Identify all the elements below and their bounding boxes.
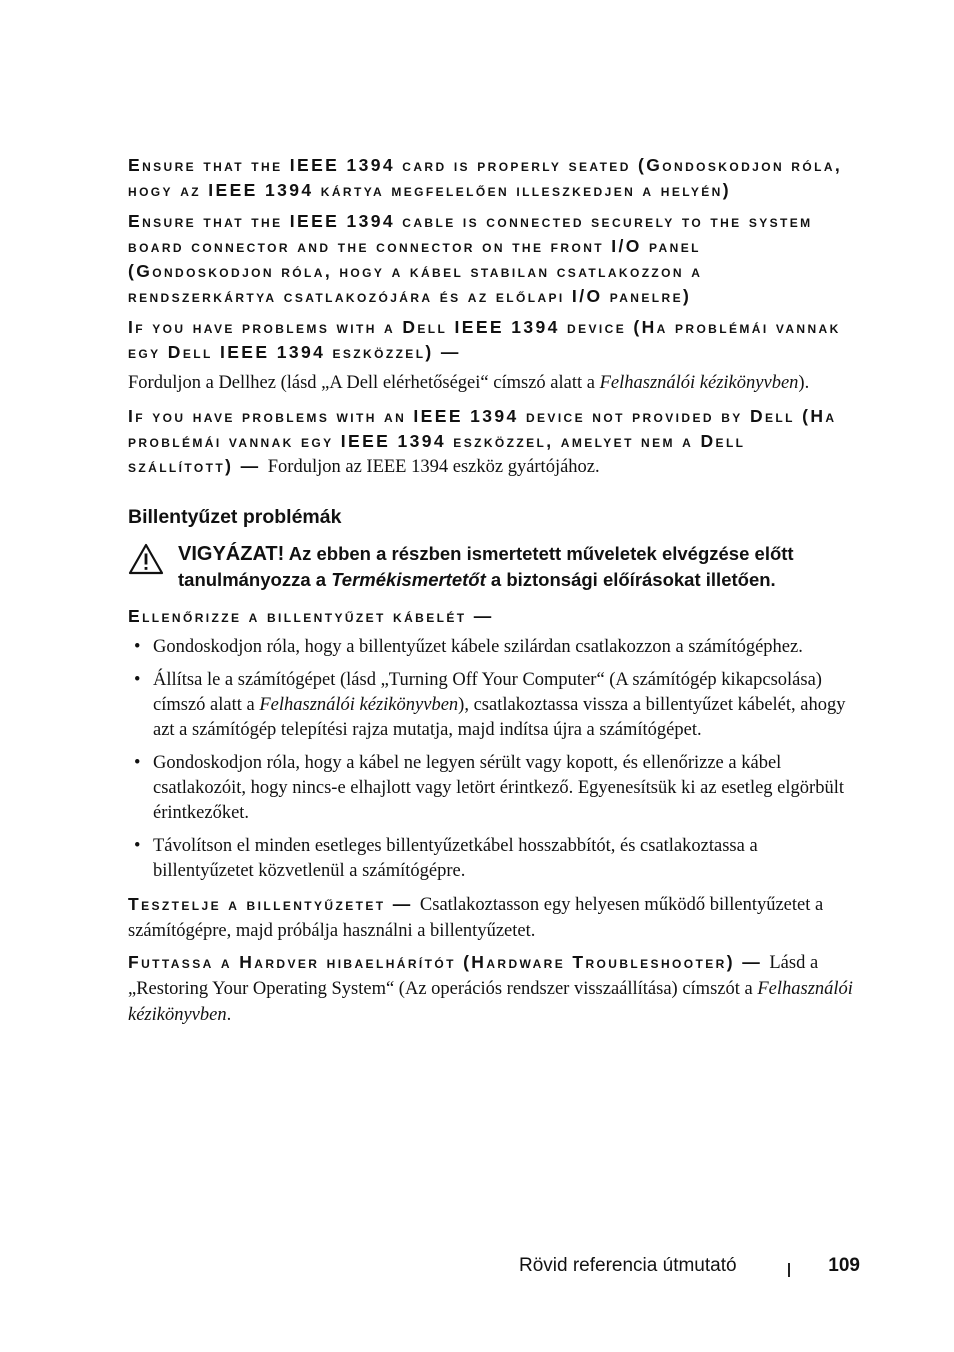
ieee-cable-heading: Ensure that the IEEE 1394 cable is connected securely to the system board connector and the connector on the front I/O panel (Gondoskodjon róla, hogy a kábel stabilan csatlakozzon a rendszerkártya csatlakozójára és az előlapi I/O panelre) bbox=[128, 211, 813, 306]
list-item: • Állítsa le a számítógépet (lásd „Turning Off Your Computer“ (A számítógép kikapcsolása) címszó alatt a Felhasználói kézikönyvben), csatlakoztassa vissza a billentyűzet kábelét, ahogy azt a számítógép telepítési rajza mutatja, majd indítsa újra a számítógépet. bbox=[134, 670, 846, 740]
keyboard-test-heading: Tesztelje a billentyűzetet — Csatlakoztasson egy helyesen működő billentyűzetet a számítógépre, majd próbálja használni a billentyűzetet. bbox=[128, 894, 824, 941]
list-item: • Gondoskodjon róla, hogy a billentyűzet kábele szilárdan csatlakozzon a számítógéphez. bbox=[128, 635, 854, 660]
bullet: • bbox=[134, 670, 141, 690]
page-number: 109 bbox=[828, 1255, 860, 1276]
warning-triangle-icon bbox=[128, 543, 164, 575]
footer-title: Rövid referencia útmutató bbox=[519, 1255, 737, 1276]
footer-separator bbox=[788, 1263, 790, 1277]
warning-notice: VIGYÁZAT! Az ebben a részben ismertetett műveletek elvégzése előtt tanulmányozza a Termékismertetőt a biztonsági előírásokat illetően. bbox=[128, 541, 854, 592]
page-footer bbox=[519, 1255, 863, 1281]
bullet: • bbox=[134, 753, 141, 773]
hardware-troubleshooter-heading: Futtassa a Hardver hibaelhárítót (Hardware Troubleshooter) — Lásd a „Restoring Your Operating System“ (Az operációs rendszer visszaállítása) címszót a Felhasználói kézikönyvben. bbox=[128, 952, 853, 1025]
keyboard-cable-steps bbox=[128, 635, 854, 884]
non-dell-device-text: Forduljon az IEEE 1394 eszköz gyártójához. bbox=[267, 457, 600, 477]
keyboard-cable-heading: Ellenőrizze a billentyűzet kábelét — bbox=[128, 606, 494, 626]
hardware-troubleshooter-text: Lásd a „Restoring Your Operating System“ (Az operációs rendszer visszaállítása) címszót a Felhasználói kézikönyvben. bbox=[128, 953, 853, 1025]
page-content bbox=[128, 153, 854, 1034]
list-item: • Gondoskodjon róla, hogy a kábel ne legyen sérült vagy kopott, és ellenőrizze a kábel csatlakozóit, hogy nincs-e elhajlott vagy letört érintkező. Egyenesítsük ki az esetleg elgörbült érintkezőket. bbox=[134, 753, 844, 823]
ieee-card-heading: Ensure that the IEEE 1394 card is properly seated (Gondoskodjon róla, hogy az IEEE 1394 kártya megfelelően illeszkedjen a helyén) bbox=[128, 155, 843, 200]
list-item: • Távolítson el minden esetleges billentyűzetkábel hosszabbítót, és csatlakoztassa a billentyűzetet közvetlenül a számítógépre. bbox=[134, 836, 758, 881]
non-dell-device-heading: If you have problems with an IEEE 1394 device not provided by Dell (Ha problémái vannak egy IEEE 1394 eszközzel, amelyet nem a Dell szállított) — Forduljon az IEEE 1394 eszköz gyártójához. bbox=[128, 406, 837, 477]
keyboard-section-title: Billentyűzet problémák bbox=[128, 506, 342, 528]
bullet: • bbox=[134, 637, 141, 657]
dell-device-heading: If you have problems with a Dell IEEE 1394 device (Ha problémái vannak egy Dell IEEE 1394 eszközzel) — bbox=[128, 317, 841, 362]
keyboard-test-text: Csatlakoztasson egy helyesen működő billentyűzetet a számítógépre, majd próbálja használni a billentyűzetet. bbox=[128, 895, 824, 941]
bullet: • bbox=[134, 836, 141, 856]
warning-label: VIGYÁZAT! bbox=[178, 543, 285, 565]
dell-device-text: Forduljon a Dellhez (lásd „A Dell elérhetőségei“ címszó alatt a Felhasználói kézikönyvben). bbox=[128, 373, 810, 393]
